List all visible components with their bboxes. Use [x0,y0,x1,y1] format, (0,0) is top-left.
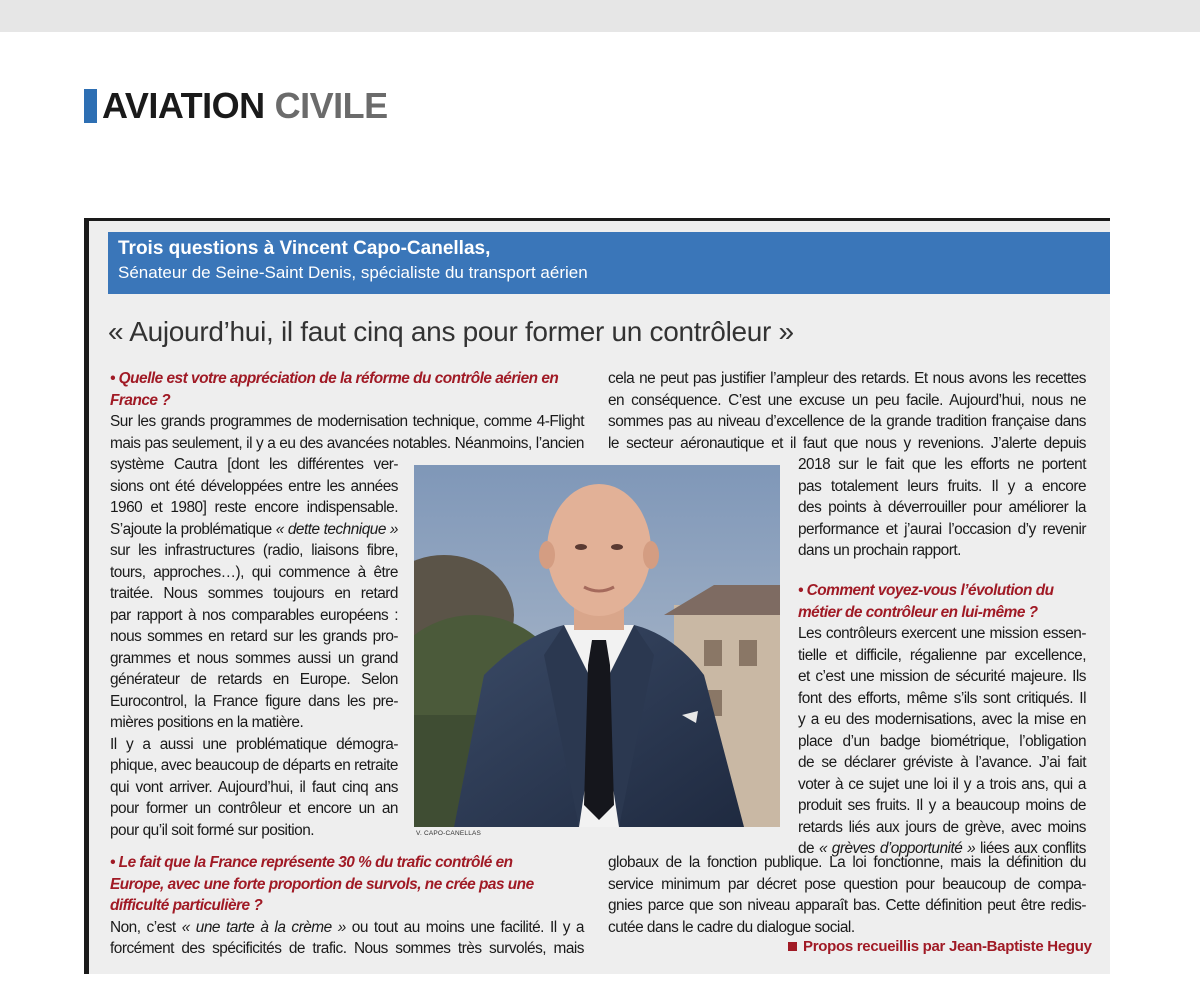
answer-3-line: font des efforts, même s’ils sont critiqués. Il [798,689,1086,707]
section-title-word1: AVIATION [102,85,265,126]
answer-1-line: mais pas seulement, il y a eu des avancées notables. Néanmoins, l’ancien [110,434,584,452]
question-1-line: France ? [110,391,171,409]
answer-3-line: gnies parce que son niveau apparaît bas. Cette définition peut être redis- [608,897,1086,914]
answer-1-line: Eurocontrol, la France figure dans les pre- [110,692,398,710]
answer-3-line: cutée dans le cadre du dialogue social. [608,918,855,936]
left-column-top [110,368,584,454]
answer-1-italic: « dette technique » [275,520,398,538]
box-left-rule [84,218,89,974]
answer-2-line [110,917,584,939]
answer-1-line: 1960 et 1980] reste encore indispensable. [110,499,398,516]
answer-1-line: tours, approches…), qui commence à être [110,563,398,581]
author-signature [788,938,1092,955]
answer-3-italic: « grèves d’opportunité » [818,840,976,857]
right-column-q3 [798,580,1086,860]
answer-2-line: le secteur aéronautique et il faut que nous y revenions. J’alerte depuis [608,434,1086,452]
answer-1-line: pour qu’il soit formé sur position. [110,821,315,839]
section-title-word2: CIVILE [274,85,388,126]
answer-1-line [110,519,398,541]
answer-3-fragment: liées aux conflits [975,840,1086,857]
answer-3-line: y a eu des modernisations, avec la mise en [798,711,1086,728]
section-header [84,86,388,126]
answer-2-fragment: Non, c’est [110,918,182,936]
answer-3-line: voter à ce sujet une loi il y a trois ans, qui a [798,775,1086,793]
answer-2-line: des points à déverrouiller pour améliorer la [798,499,1086,516]
answer-2-line: dans un prochain rapport. [798,542,961,559]
answer-3-line: produit ses fruits. Il y a beaucoup moins de [798,797,1086,814]
answer-1-line: système Cautra [dont les différentes ver- [110,456,398,473]
question-2-line: • Le fait que la France représente 30 % du trafic contrôlé en [110,854,513,871]
answer-1-line: traitée. Nous sommes toujours en retard [110,585,398,602]
answer-1-line: sur les infrastructures (radio, liaisons fibre, [110,542,398,559]
answer-1-line: qui vont arriver. Aujourd’hui, il faut cinq ans [110,778,398,796]
answer-3-line: retards liés aux jours de grève, avec moins [798,818,1086,836]
signature-text: Propos recueillis par Jean-Baptiste Heguy [803,938,1092,955]
answer-1-line: pour former un contrôleur et encore un an [110,800,398,817]
answer-1-line: phique, avec beaucoup de départs en retraite [110,757,398,774]
answer-2-line: pas totalement leurs fruits. Il y a encore [798,477,1086,495]
right-column-top [608,368,1086,454]
answer-3-line: et c’est une mission de sécurité majeure. Ils [798,668,1086,685]
answer-3-line: place d’un badge biométrique, l’obligation [798,732,1086,750]
answer-2-italic: « une tarte à la crème » [181,918,346,936]
answer-2-line: en conséquence. C’est une excuse un peu facile. Aujourd’hui, nous ne [608,391,1086,409]
interview-banner [108,232,1110,294]
answer-3-line: Les contrôleurs exercent une mission essen- [798,625,1086,642]
answer-3-line: service minimum par décret pose question pour beaucoup de compa- [608,875,1086,893]
question-2-line: difficulté particulière ? [110,897,263,914]
answer-1-line: Sur les grands programmes de modernisation technique, comme 4-Flight [110,413,584,430]
box-top-rule [84,218,1110,221]
answer-1-line: sions ont été développées entre les années [110,477,398,495]
answer-1-line: générateur de retards en Europe. Selon [110,671,398,688]
answer-2-fragment: ou tout au moins une facilité. Il y a [345,918,584,936]
answer-2-line: forcément des spécificités de trafic. Nous sommes très survolés, mais [110,940,584,957]
answer-3-fragment: de [798,840,819,857]
right-column-narrow [798,454,1086,562]
top-gray-band [0,0,1200,32]
question-3-line: • Comment voyez-vous l’évolution du [798,582,1054,599]
left-column-narrow [110,454,398,841]
banner-subtitle: Sénateur de Seine-Saint Denis, spécialiste du transport aérien [118,263,588,282]
right-column-bottom [608,852,1086,938]
article-headline: « Aujourd’hui, il faut cinq ans pour former un contrôleur » [108,316,794,347]
portrait-photo [414,465,780,827]
question-1-line: • Quelle est votre appréciation de la réforme du contrôle aérien en [110,370,559,387]
answer-1-line: par rapport à nos comparables européens : [110,606,398,624]
answer-3-line: globaux de la fonction publique. La loi fonctionne, mais la définition du [608,854,1086,871]
left-column-bottom [110,852,584,960]
answer-2-line: performance et j’aurai l’occasion d’y revenir [798,520,1086,538]
answer-1-line: mières positions en la matière. [110,714,304,731]
answer-1-line: nous sommes en retard sur les grands pro- [110,628,398,645]
answer-2-line: sommes pas au niveau d’excellence de la grande tradition française dans [608,413,1086,430]
photo-credit: V. CAPO-CANELLAS [416,830,482,837]
answer-1-fragment: S’ajoute la problématique [110,520,276,538]
answer-1-line: grammes et nous sommes aussi un grand [110,649,398,667]
answer-3-line: tielle et difficile, régalienne par excellence, [798,646,1086,664]
question-2-line: Europe, avec une forte proportion de survols, ne crée pas une [110,875,534,893]
answer-3-line: de se déclarer gréviste à l’avance. J’ai fait [798,754,1086,771]
portrait-illustration [414,465,780,827]
answer-2-line: cela ne peut pas justifier l’ampleur des retards. Et nous avons les recettes [608,370,1086,387]
banner-title: Trois questions à Vincent Capo-Canellas, [118,238,491,259]
answer-2-line: 2018 sur le fait que les efforts ne portent [798,456,1086,473]
answer-1-line: Il y a aussi une problématique démogra- [110,735,398,753]
signature-square-icon [788,942,797,951]
question-3-line: métier de contrôleur en lui-même ? [798,603,1038,621]
section-marker [84,89,97,123]
